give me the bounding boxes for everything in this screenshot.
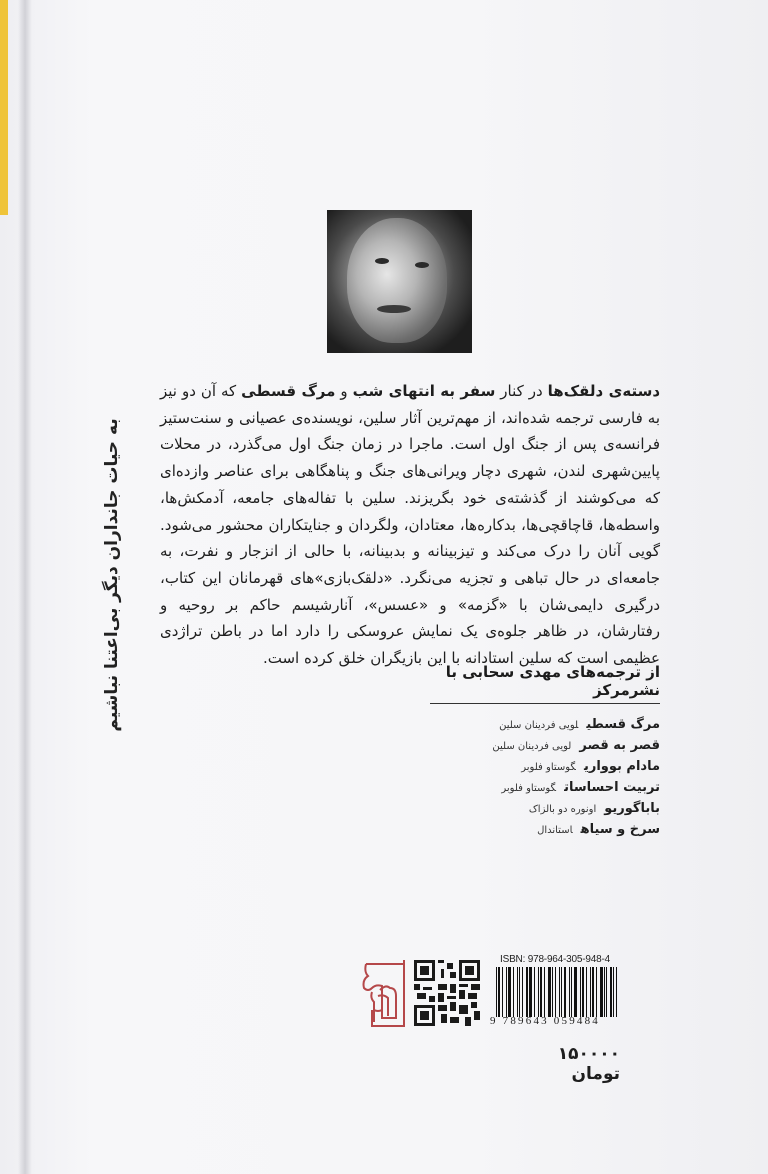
blurb-text: دچار ویرانی‌های جنگ و پناهگاهی برای عناصر وازده‌ای که می‌کوشند از گذشته‌ی خود <box>160 462 660 507</box>
other-works-section <box>400 663 660 838</box>
barcode-bar <box>506 967 507 1017</box>
blurb-text: در کنار <box>495 382 548 400</box>
barcode-bar <box>555 967 556 1017</box>
barcode-bar <box>590 967 591 1017</box>
price-label: ۱۵۰۰۰۰ تومان <box>557 1044 620 1084</box>
isbn-barcode <box>490 954 620 1026</box>
portrait-mouth <box>377 305 411 313</box>
blurb-text: و <box>335 382 353 400</box>
barcode-bar <box>526 967 528 1017</box>
list-item: تربیت احساساتگوستاو فلوبر <box>501 780 660 795</box>
list-item: باباگوریواونوره دو بالزاک <box>528 801 660 816</box>
barcode-bar <box>592 967 594 1017</box>
barcode-bar <box>559 967 561 1017</box>
list-item: قصر به قصرلویی فردینان سلین <box>492 738 660 753</box>
barcode-bar <box>540 967 542 1017</box>
barcode-bar <box>513 967 514 1017</box>
barcode-bar <box>544 967 545 1017</box>
barcode-bar <box>519 967 520 1017</box>
portrait-face <box>347 218 447 343</box>
barcode-bar <box>552 967 553 1017</box>
blurb-text: که سلین استادانه با این بازیگران خلق کرده است. <box>262 649 573 668</box>
barcode-bar <box>600 967 603 1017</box>
barcode-bar <box>538 967 539 1017</box>
barcode-bar <box>571 967 572 1017</box>
portrait-eye <box>375 258 389 264</box>
blurb-text: ولگردان و جنایتکاران محشور می‌شود. گویی آنان را درک می‌کند و تیزبینانه و بدبینانه، با <box>160 515 660 561</box>
qr-code[interactable] <box>414 960 480 1026</box>
barcode-bar <box>561 967 562 1017</box>
barcode-bar <box>582 967 584 1017</box>
blurb-text: ترجمه شده‌اند، از مهم‌ترین آثار سلین، نویسنده‌ی عصیانی و سنت‌ستیز فرانسه‌ی پس از <box>160 408 660 454</box>
spine-slogan: به حیات جانداران دیگر بی‌اعتنا نباشیم <box>102 418 122 732</box>
barcode-bar <box>613 967 614 1017</box>
other-works-list <box>400 712 660 838</box>
barcode-bar <box>496 967 497 1017</box>
blurb-text: جنگ اول است. ماجرا در زمان جنگ اول می‌گذرد، در محلات پایین‌شهری لندن، شهری <box>160 435 660 481</box>
barcode-bar <box>502 967 503 1017</box>
barcode-bar <box>522 967 523 1017</box>
barcode-digits: 9 789643 059484 <box>490 1015 600 1027</box>
publisher-logo-icon <box>360 958 410 1030</box>
barcode-bar <box>580 967 581 1017</box>
barcode-bar <box>498 967 500 1017</box>
barcode-bars <box>496 967 620 1017</box>
book-title-mention: دسته‌ی دلقک‌ها <box>547 382 661 400</box>
barcode-bar <box>534 967 535 1017</box>
list-item: مادام بوواریگوستاو فلوبر <box>521 759 660 774</box>
barcode-bar <box>548 967 551 1017</box>
barcode-bar <box>616 967 617 1017</box>
book-blurb <box>160 378 660 672</box>
list-item: سرخ و سیاهاستاندال <box>537 822 660 837</box>
book-title-mention: سفر به انتهای شب <box>352 382 496 400</box>
barcode-bar <box>574 967 577 1017</box>
barcode-bar <box>610 967 612 1017</box>
blurb-text: رفتارشان، در ظاهر جلوه‌ی یک نمایش عروسکی را دارد اما در باطن تراژدی عظیمی است <box>160 622 660 668</box>
barcode-bar <box>508 967 511 1017</box>
isbn-label: ISBN: 978-964-305-948-4 <box>500 954 610 965</box>
barcode-bar <box>596 967 597 1017</box>
blurb-text: حالی از انزجار و نفرت، به جامعه‌ای در حال تباهی و تجزیه می‌نگرد. «دلقک‌بازی»های <box>160 542 660 587</box>
portrait-eye <box>415 262 429 268</box>
cover-hinge-shadow <box>18 0 32 1174</box>
barcode-bar <box>529 967 532 1017</box>
barcode-bar <box>586 967 587 1017</box>
book-title-mention: مرگ قسطی <box>241 382 336 400</box>
barcode-bar <box>569 967 570 1017</box>
spine-accent-stripe <box>0 0 8 215</box>
barcode-bar <box>517 967 519 1017</box>
blurb-text: قهرمانان این کتاب، درگیری دایمی‌شان با «گزمه» و «عسس»، آنارشیسم حاکم بر روحیه و <box>160 568 660 614</box>
blurb-text: که آن دو نیز به فارسی <box>160 382 660 427</box>
list-item: مرگ قسطیلویی فردینان سلین <box>499 717 660 732</box>
barcode-bar <box>606 967 607 1017</box>
barcode-bar <box>604 967 605 1017</box>
barcode-bar <box>564 967 566 1017</box>
author-portrait <box>327 210 472 353</box>
blurb-text: بگریزند. سلین با تفاله‌های جامعه، آدمکش‌ها، واسطه‌ها، قاچاقچی‌ها، بدکاره‌ها، معتادان، <box>160 488 660 534</box>
other-works-heading: از ترجمه‌های مهدی سحابی با نشرمرکز <box>430 663 660 704</box>
